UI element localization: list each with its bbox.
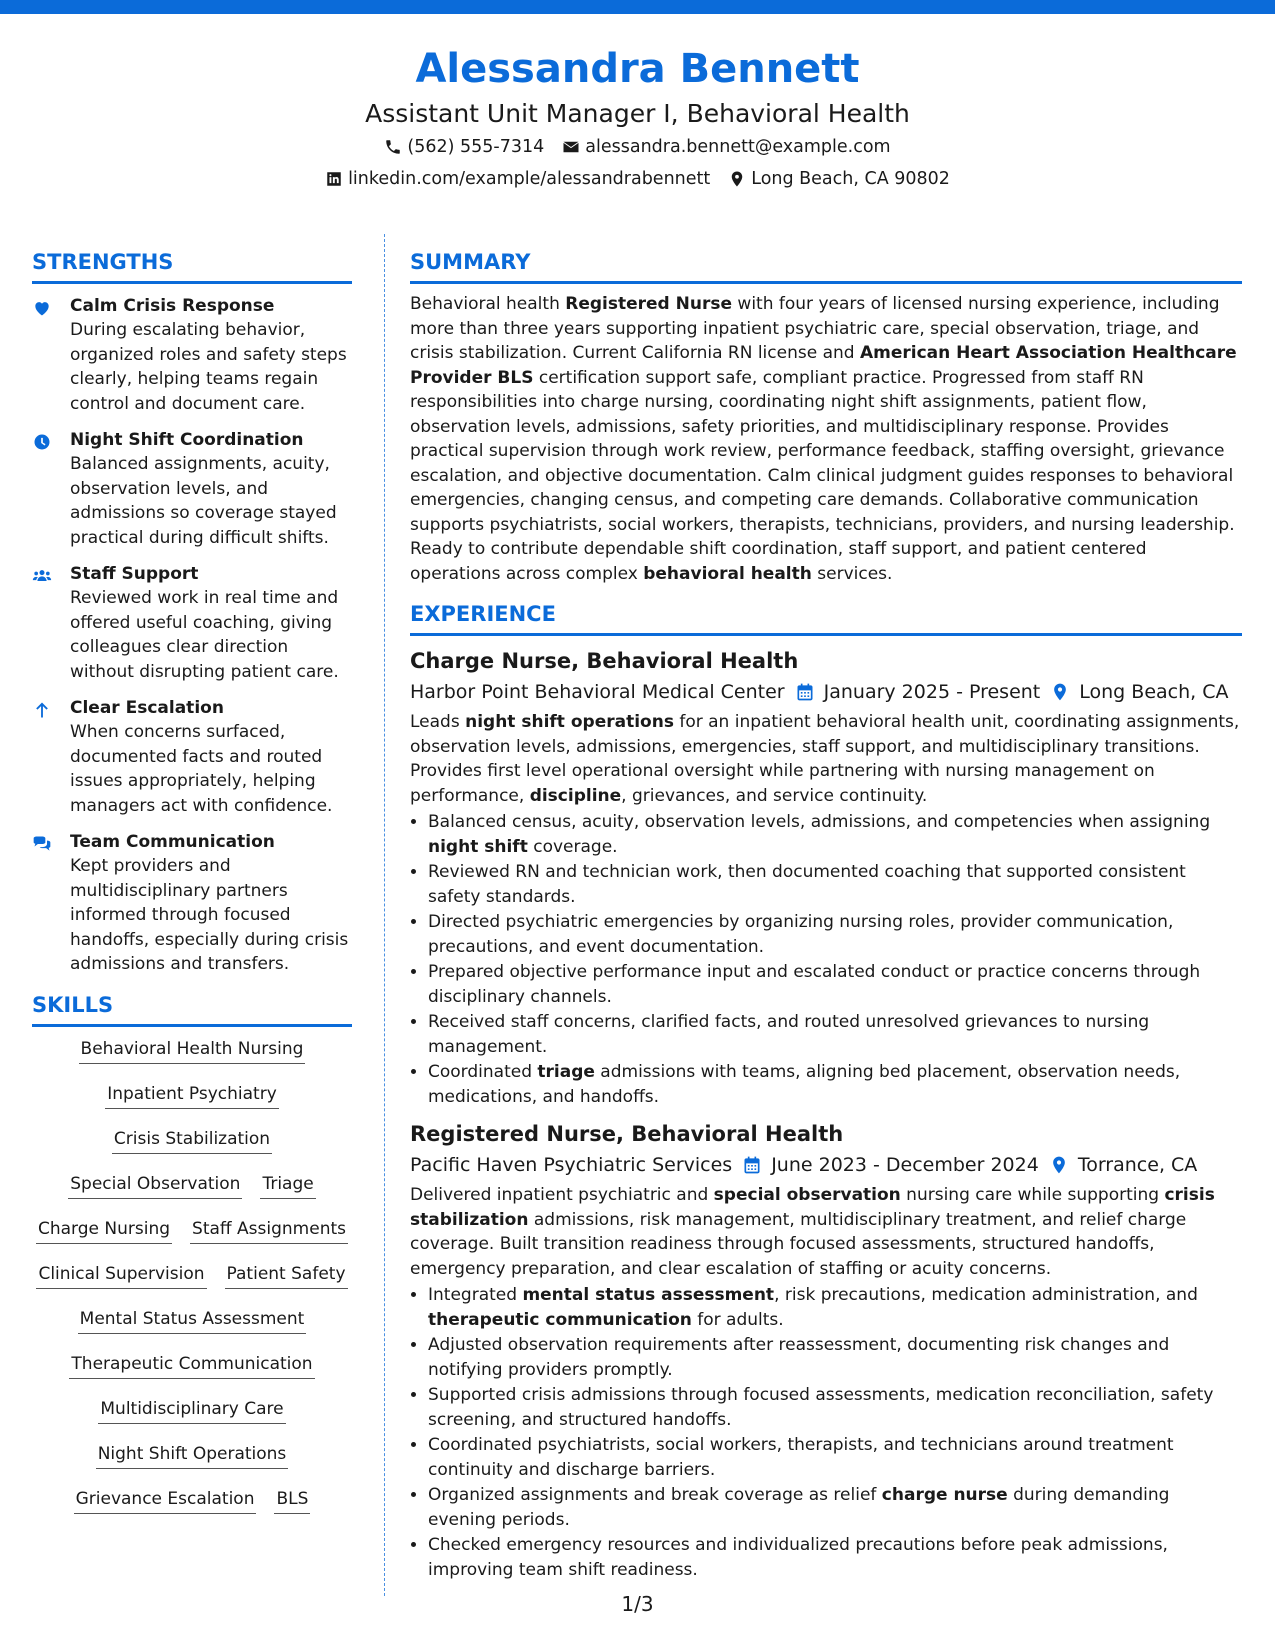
strength-title: Night Shift Coordination	[70, 430, 304, 450]
job-company: Pacific Haven Psychiatric Services	[410, 1154, 733, 1176]
skill-tag: Mental Status Assessment	[78, 1307, 307, 1334]
text-run: admissions, risk management, multidisciplinary treatment, and relief charge coverage. Built transition readiness through focused assessments, structured handoffs, emergency preparation, and clear escalation of staffing or acuity concerns.	[410, 1209, 1187, 1279]
top-accent-bar	[0, 0, 1275, 14]
strength-desc: Reviewed work in real time and offered useful coaching, giving colleagues clear direction without disrupting patient care.	[70, 588, 339, 682]
map-pin-icon	[1050, 682, 1070, 702]
skill-tag: Triage	[260, 1172, 315, 1199]
page-indicator: 1/3	[621, 1592, 654, 1616]
linkedin-contact[interactable]	[325, 163, 710, 195]
strength-desc: Kept providers and multidisciplinary partners informed through focused handoffs, especially during crisis admissions and transfers.	[70, 856, 349, 974]
summary-heading: SUMMARY	[410, 246, 1242, 284]
job-dates-text: June 2023 - December 2024	[771, 1154, 1039, 1176]
skill-tag: Special Observation	[68, 1172, 242, 1199]
bold-text: Registered Nurse	[565, 294, 733, 314]
candidate-name: Alessandra Bennett	[415, 46, 860, 92]
text-run: nursing care while supporting	[900, 1185, 1165, 1205]
text-run: services.	[811, 563, 893, 584]
text-run: , grievances, and service continuity.	[621, 785, 928, 806]
experience-heading: EXPERIENCE	[410, 598, 1242, 636]
skill-tag: Night Shift Operations	[96, 1442, 289, 1469]
bullet-item	[428, 1483, 1242, 1532]
job-title: Charge Nurse, Behavioral Health	[410, 649, 799, 673]
text-run: Balanced census, acuity, observation levels, admissions, and competencies when assigning	[428, 812, 1211, 832]
bullet-item	[428, 1010, 1242, 1059]
skill-row	[32, 1307, 352, 1352]
map-pin-icon	[1049, 1155, 1069, 1175]
email-contact[interactable]	[562, 131, 890, 163]
location-text: Long Beach, CA 90802	[751, 169, 950, 189]
strength-title: Clear Escalation	[70, 698, 224, 718]
bold-text: charge nurse	[881, 1485, 1008, 1505]
skill-row	[32, 1217, 352, 1262]
skill-tag: Inpatient Psychiatry	[105, 1082, 279, 1109]
email-address[interactable]: alessandra.bennett@example.com	[585, 137, 891, 157]
skills-list	[32, 1037, 352, 1532]
contact-row-1	[0, 131, 1275, 163]
phone-number: (562) 555-7314	[407, 137, 545, 157]
bullet-item	[428, 1533, 1242, 1582]
arrow-up-icon	[32, 700, 52, 720]
calendar-icon	[742, 1155, 762, 1175]
bullet-item	[428, 1383, 1242, 1432]
skill-row	[32, 1037, 352, 1082]
strength-item	[32, 562, 352, 684]
text-run: Coordinated	[428, 1062, 538, 1082]
envelope-icon	[562, 138, 580, 156]
job-meta	[410, 1149, 1242, 1181]
job-location	[1050, 676, 1228, 708]
job-entry	[410, 646, 1242, 1109]
contact-row-2	[0, 163, 1275, 195]
phone-icon	[384, 138, 402, 156]
bold-text: night shift operations	[465, 712, 674, 732]
bullet-item	[428, 910, 1242, 959]
users-icon	[32, 566, 52, 586]
job-meta	[410, 676, 1242, 708]
text-run: admissions with teams, aligning bed placement, observation needs, medications, and handoffs.	[428, 1062, 1181, 1107]
text-run: Coordinated psychiatrists, social workers, therapists, and technicians around treatment continuity and discharge barriers.	[428, 1435, 1174, 1480]
experience-list	[410, 646, 1242, 1582]
skill-tag: Crisis Stabilization	[112, 1127, 272, 1154]
skill-tag: Staff Assignments	[190, 1217, 348, 1244]
bullet-item	[428, 1333, 1242, 1382]
strength-title: Staff Support	[70, 564, 199, 584]
text-run: coverage.	[527, 836, 618, 857]
bold-text: crisis stabilization	[410, 1185, 1215, 1230]
linkedin-icon	[325, 170, 343, 188]
skill-tag: Therapeutic Communication	[69, 1352, 314, 1379]
text-run: Received staff concerns, clarified facts, and routed unresolved grievances to nursing management.	[428, 1012, 1150, 1057]
strength-item	[32, 696, 352, 818]
skill-row	[32, 1352, 352, 1397]
calendar-icon	[795, 682, 815, 702]
text-run: Supported crisis admissions through focused assessments, medication reconciliation, safety screening, and structured handoffs.	[428, 1385, 1214, 1430]
skill-row	[32, 1262, 352, 1307]
strength-title: Team Communication	[70, 832, 275, 852]
text-run: Integrated	[428, 1285, 523, 1305]
text-run: Organized assignments and break coverage as relief	[428, 1485, 882, 1505]
strength-title: Calm Crisis Response	[70, 296, 275, 316]
bullet-item	[428, 1060, 1242, 1109]
job-entry	[410, 1119, 1242, 1582]
job-location	[1049, 1149, 1197, 1181]
bold-text: therapeutic communication	[428, 1309, 692, 1330]
text-run: Checked emergency resources and individualized precautions before peak admissions, improving team shift readiness.	[428, 1535, 1168, 1580]
left-column	[32, 246, 352, 1532]
bullet-item	[428, 810, 1242, 859]
skill-tag: Patient Safety	[225, 1262, 348, 1289]
skill-tag: Grievance Escalation	[74, 1487, 257, 1514]
text-run: Directed psychiatric emergencies by organizing nursing roles, provider communication, precautions, and event documentation.	[428, 912, 1174, 957]
text-run: Reviewed RN and technician work, then documented coaching that supported consistent safety standards.	[428, 862, 1186, 907]
strengths-list	[32, 294, 352, 977]
comments-icon	[32, 834, 52, 854]
strength-item	[32, 294, 352, 416]
job-description	[410, 710, 1242, 808]
job-dates	[795, 676, 1041, 708]
skills-heading: SKILLS	[32, 989, 352, 1027]
job-dates	[742, 1149, 1039, 1181]
text-run: Delivered inpatient psychiatric and	[410, 1185, 714, 1205]
linkedin-url[interactable]: linkedin.com/example/alessandrabennett	[348, 169, 711, 189]
strength-desc: Balanced assignments, acuity, observation levels, and admissions so coverage stayed practical during difficult shifts.	[70, 454, 337, 548]
job-description	[410, 1183, 1242, 1281]
location-contact	[728, 163, 950, 195]
candidate-title: Assistant Unit Manager I, Behavioral Health	[365, 99, 910, 128]
bold-text: night shift	[428, 836, 528, 857]
skill-row	[32, 1172, 352, 1217]
skill-tag: Multidisciplinary Care	[98, 1397, 285, 1424]
resume-header	[0, 42, 1275, 195]
strength-desc: During escalating behavior, organized roles and safety steps clearly, helping teams regain control and document care.	[70, 320, 347, 414]
skill-tag: Clinical Supervision	[36, 1262, 206, 1289]
skill-row	[32, 1082, 352, 1127]
job-location-text: Long Beach, CA	[1079, 681, 1229, 703]
skill-row	[32, 1487, 352, 1532]
strength-item	[32, 428, 352, 550]
skill-tag: BLS	[274, 1487, 310, 1514]
job-dates-text: January 2025 - Present	[823, 681, 1041, 703]
skill-tag: Charge Nursing	[36, 1217, 172, 1244]
text-run: Behavioral health	[410, 294, 566, 314]
text-run: Prepared objective performance input and escalated conduct or practice concerns through disciplinary channels.	[428, 962, 1201, 1007]
job-location-text: Torrance, CA	[1077, 1154, 1198, 1176]
job-company: Harbor Point Behavioral Medical Center	[410, 681, 785, 703]
job-bullets	[410, 810, 1242, 1109]
job-title: Registered Nurse, Behavioral Health	[410, 1122, 844, 1146]
bold-text: special observation	[713, 1185, 901, 1205]
bullet-item	[428, 1283, 1242, 1332]
text-run: for an inpatient behavioral health unit, coordinating assignments, observation levels, admissions, emergencies, staff support, and multidisciplinary transitions. Provides first level operational oversight while partnering with nursing management on performance,	[410, 712, 1240, 806]
text-run: Adjusted observation requirements after reassessment, documenting risk changes and notifying providers promptly.	[428, 1335, 1170, 1380]
heart-icon	[32, 298, 52, 318]
right-column	[410, 246, 1242, 1592]
bold-text: mental status assessment	[522, 1285, 775, 1305]
job-bullets	[410, 1283, 1242, 1582]
text-run: Leads	[410, 712, 466, 732]
skill-row	[32, 1442, 352, 1487]
strength-desc: When concerns surfaced, documented facts and routed issues appropriately, helping managers act with confidence.	[70, 722, 333, 816]
phone-contact	[384, 131, 544, 163]
bullet-item	[428, 960, 1242, 1009]
skill-row	[32, 1127, 352, 1172]
map-pin-icon	[728, 170, 746, 188]
bold-text: American Heart Association Healthcare Provider BLS	[410, 343, 1237, 388]
text-run: with four years of licensed nursing experience, including more than three years supporting inpatient psychiatric care, special observation, triage, and crisis stabilization. Current California RN license and	[410, 294, 1220, 363]
bullet-item	[428, 1433, 1242, 1482]
bold-text: triage	[537, 1062, 595, 1082]
text-run: certification support safe, compliant practice. Progressed from staff RN responsibilities into charge nursing, coordinating night shift assignments, patient flow, observation levels, admissions, safety priorities, and multidisciplinary response. Provides practical supervision through work review, performance feedback, staffing oversight, grievance escalation, and objective documentation. Calm clinical judgment guides responses to behavioral emergencies, changing census, and competing care demands. Collaborative communication supports psychiatrists, social workers, therapists, technicians, providers, and nursing leadership. Ready to contribute dependable shift coordination, staff support, and patient centered operations across complex	[410, 367, 1235, 584]
bold-text: discipline	[529, 785, 622, 806]
text-run: for adults.	[691, 1309, 784, 1330]
skill-row	[32, 1397, 352, 1442]
text-run: , risk precautions, medication administration, and	[774, 1285, 1198, 1305]
strengths-heading: STRENGTHS	[32, 246, 352, 284]
clock-icon	[32, 432, 52, 452]
bold-text: behavioral health	[643, 563, 812, 584]
bullet-item	[428, 860, 1242, 909]
summary-text	[410, 292, 1242, 586]
strength-item	[32, 830, 352, 977]
skill-tag: Behavioral Health Nursing	[79, 1037, 306, 1064]
text-run: during demanding evening periods.	[428, 1485, 1170, 1530]
column-divider	[384, 234, 385, 1596]
